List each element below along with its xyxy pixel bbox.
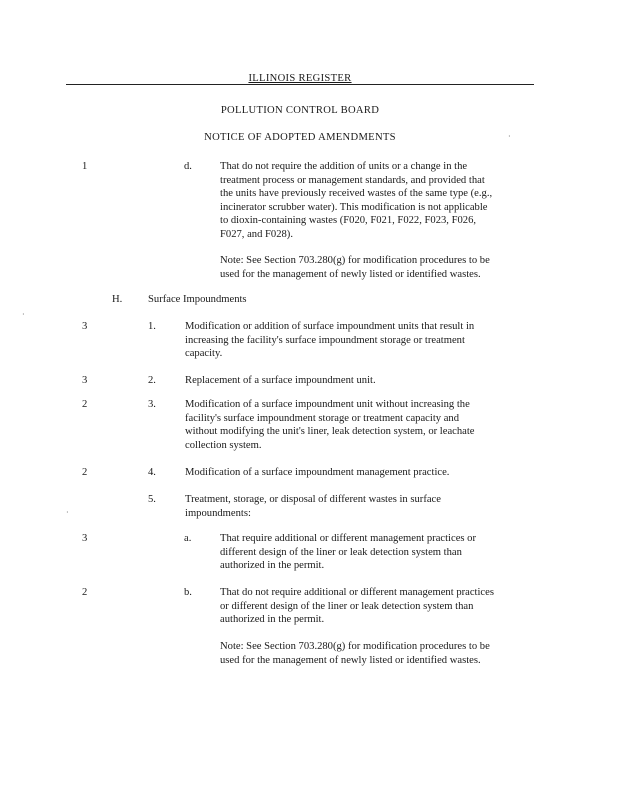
text-line: Modification or addition of surface impoundment units that result in <box>185 321 475 332</box>
text-line: facility's surface impoundment storage or treatment capacity and <box>185 412 460 424</box>
text-line: F027, and F028). <box>220 228 293 240</box>
text-line: Modification of a surface impoundment management practice. <box>185 467 450 478</box>
text-line: incinerator scrubber water). This modification is not applicable <box>220 201 488 213</box>
note-line: used for the management of newly listed or identified wastes. <box>220 268 481 280</box>
text-line: capacity. <box>185 348 223 360</box>
class-number: 2 <box>82 587 88 598</box>
subitem-b-note <box>220 640 490 667</box>
text-line: Modification of a surface impoundment unit without increasing the <box>185 399 470 410</box>
text-line: impoundments: <box>185 507 251 519</box>
subitem-text <box>220 586 494 627</box>
scan-speck: · <box>66 508 69 517</box>
text-line: That do not require the addition of units or a change in the <box>220 161 468 172</box>
item-label: 3. <box>148 399 156 410</box>
item-text <box>185 320 474 361</box>
item-label: 5. <box>148 494 156 505</box>
text-line: That require additional or different management practices or <box>220 533 477 544</box>
text-line: without modifying the unit's liner, leak detection system, or leachate <box>185 426 475 438</box>
class-number: 1 <box>82 161 88 172</box>
note-line: used for the management of newly listed or identified wastes. <box>220 654 481 666</box>
item-d-note <box>220 254 490 281</box>
item-label: d. <box>184 161 192 172</box>
notice-title: NOTICE OF ADOPTED AMENDMENTS <box>204 132 396 143</box>
register-title: ILLINOIS REGISTER <box>248 73 352 84</box>
item-text <box>185 398 475 452</box>
class-number: 3 <box>82 321 88 332</box>
header-rule <box>66 84 534 85</box>
text-line: or different design of the liner or leak detection system than <box>220 600 474 612</box>
item-d-text <box>220 160 492 242</box>
class-number: 2 <box>82 399 88 410</box>
note-line: Note: See Section 703.280(g) for modification procedures to be <box>220 641 490 652</box>
item-label: 1. <box>148 321 156 332</box>
note-line: Note: See Section 703.280(g) for modification procedures to be <box>220 255 490 266</box>
text-line: authorized in the permit. <box>220 614 325 626</box>
text-line: Replacement of a surface impoundment unit. <box>185 375 376 386</box>
section-label: H. <box>112 294 123 305</box>
subitem-text <box>220 532 476 573</box>
text-line: collection system. <box>185 439 262 451</box>
text-line: That do not require additional or different management practices <box>220 587 494 598</box>
subitem-label: a. <box>184 533 192 544</box>
item-text <box>185 466 449 480</box>
scan-speck: · <box>508 132 511 141</box>
class-number: 2 <box>82 467 88 478</box>
scan-speck: · <box>22 310 25 319</box>
item-text <box>185 493 441 520</box>
text-line: to dioxin-containing wastes (F020, F021, F022, F023, F026, <box>220 215 477 227</box>
text-line: authorized in the permit. <box>220 560 325 572</box>
text-line: increasing the facility's surface impoundment storage or treatment <box>185 334 465 346</box>
item-label: 2. <box>148 375 156 386</box>
text-line: Treatment, storage, or disposal of different wastes in surface <box>185 494 441 505</box>
subitem-label: b. <box>184 587 192 598</box>
text-line: treatment process or management standards, and provided that <box>220 174 485 186</box>
board-title: POLLUTION CONTROL BOARD <box>220 105 380 116</box>
item-label: 4. <box>148 467 156 478</box>
text-line: different design of the liner or leak detection system than <box>220 546 462 558</box>
class-number: 3 <box>82 533 88 544</box>
section-title: Surface Impoundments <box>148 294 247 305</box>
class-number: 3 <box>82 375 88 386</box>
text-line: the units have previously received wastes of the same type (e.g., <box>220 188 493 200</box>
item-text <box>185 374 376 388</box>
